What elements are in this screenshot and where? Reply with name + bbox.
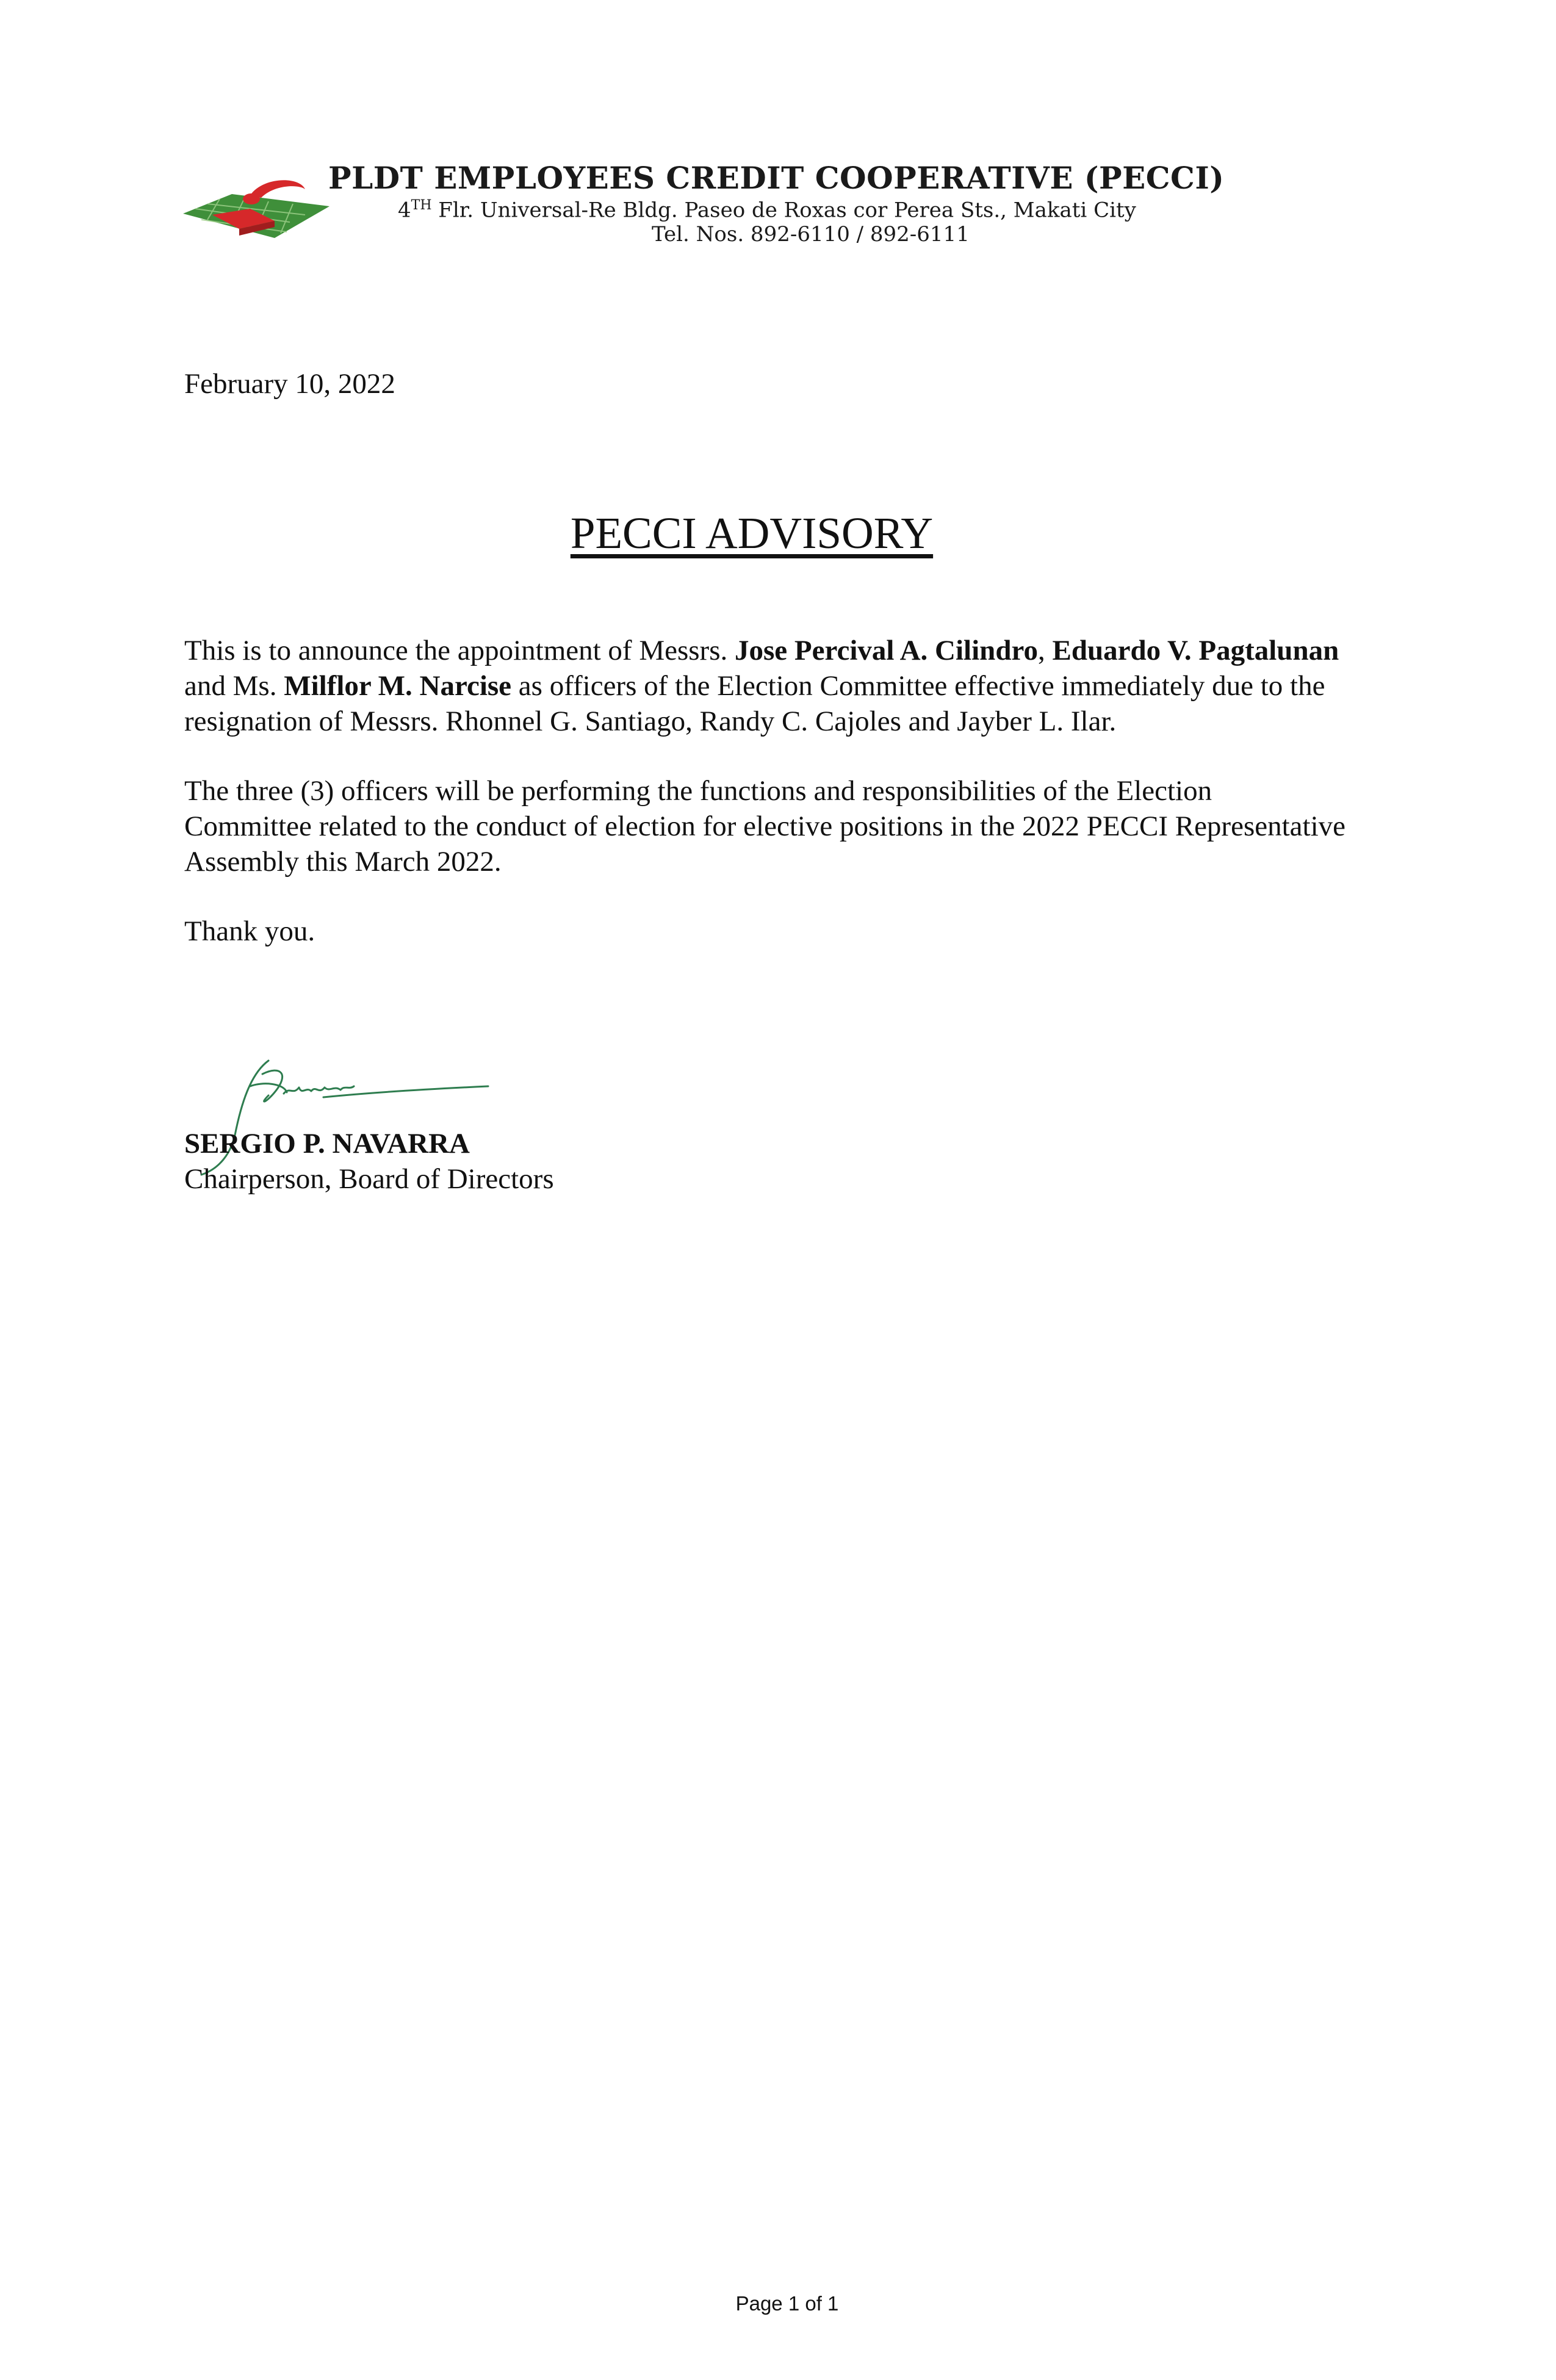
address-floor-suffix: TH <box>411 198 432 213</box>
appointee-name: Milflor M. Narcise <box>284 670 512 702</box>
paragraph-line <box>184 633 1435 668</box>
address-rest: Flr. Universal-Re Bldg. Paseo de Roxas cor Perea Sts., Makati City <box>431 198 1136 223</box>
paragraph-line <box>184 668 1435 704</box>
organization-name: PLDT EMPLOYEES CREDIT COOPERATIVE (PECCI) <box>328 160 1225 196</box>
text-run: and Ms. <box>184 670 284 702</box>
appointee-name: Eduardo V. Pagtalunan <box>1052 635 1339 666</box>
paragraph-line: The three (3) officers will be performing the functions and responsibilities of the Election <box>184 775 1212 807</box>
text-run: This is to announce the appointment of Messrs. <box>184 635 735 666</box>
paragraph-line: Committee related to the conduct of election for elective positions in the 2022 PECCI Representative <box>184 810 1345 842</box>
organization-address <box>398 198 1136 222</box>
paragraph-line: resignation of Messrs. Rhonnel G. Santiago, Randy C. Cajoles and Jayber L. Ilar. <box>184 705 1117 737</box>
address-floor: 4 <box>398 198 411 223</box>
announcement-paragraph <box>184 633 1435 739</box>
signer-name: SERGIO P. NAVARRA <box>184 1128 470 1159</box>
pecci-logo-icon <box>183 171 330 256</box>
paragraph-line: Assembly this March 2022. <box>184 846 502 878</box>
letterhead <box>183 160 1342 258</box>
appointee-name: Jose Percival A. Cilindro <box>735 635 1038 666</box>
page-number: Page 1 of 1 <box>735 2292 839 2315</box>
closing-line: Thank you. <box>184 915 315 947</box>
organization-telephone: Tel. Nos. 892-6110 / 892-6111 <box>652 222 970 247</box>
advisory-title: PECCI ADVISORY <box>570 508 934 558</box>
separator: , <box>1037 635 1053 666</box>
signer-role: Chairperson, Board of Directors <box>184 1163 554 1195</box>
responsibilities-paragraph <box>184 773 1435 879</box>
letter-date: February 10, 2022 <box>184 368 395 400</box>
text-run: as officers of the Election Committee effective immediately due to the <box>511 670 1325 702</box>
